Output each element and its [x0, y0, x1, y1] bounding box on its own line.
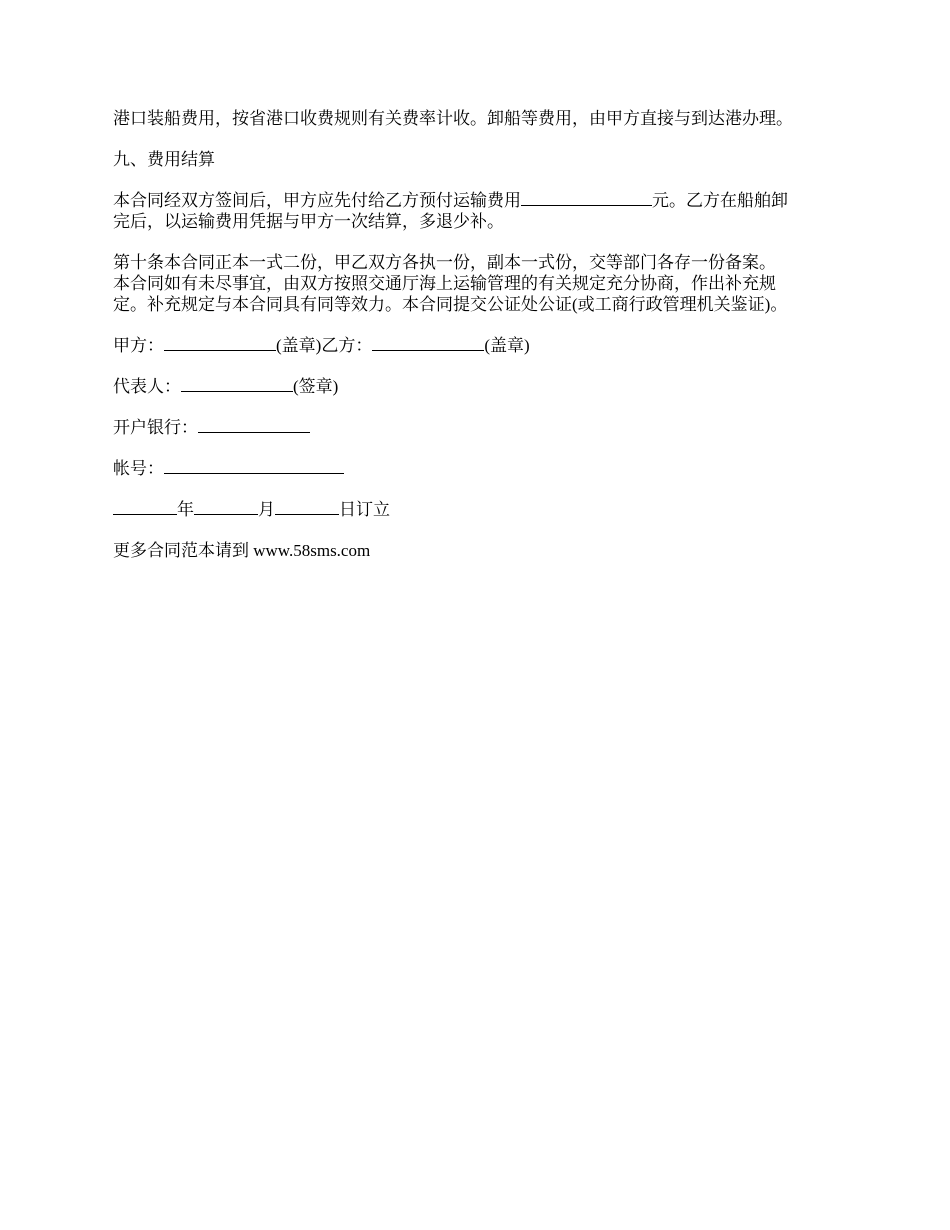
account-label: 帐号： — [113, 459, 164, 478]
party-a-label: 甲方： — [113, 336, 164, 355]
paragraph-article-ten — [113, 252, 853, 315]
text-segment: 本合同经双方签间后，甲方应先付给乙方预付运输费用 — [113, 191, 521, 210]
paragraph-line: 定。补充规定与本合同具有同等效力。本合同提交公证处公证(或工商行政管理机关鉴证)。 — [113, 295, 788, 314]
footer-note — [113, 540, 853, 561]
account-blank — [164, 459, 344, 474]
paragraph-text: 港口装船费用，按省港口收费规则有关费率计收。卸船等费用，由甲方直接与到达港办理。 — [113, 109, 793, 128]
year-label: 年 — [177, 500, 194, 519]
paragraph-line — [113, 190, 853, 211]
signature-date — [113, 499, 853, 520]
heading-text: 九、费用结算 — [113, 150, 215, 169]
bank-blank — [198, 418, 310, 433]
day-blank — [275, 500, 339, 515]
party-a-blank — [164, 336, 276, 351]
section-heading-fee-settlement — [113, 149, 853, 170]
party-b-label: 乙方： — [321, 336, 373, 355]
party-b-seal: (盖章) — [484, 336, 530, 355]
paragraph-prepayment — [113, 190, 853, 232]
representative-label: 代表人： — [113, 377, 181, 396]
paragraph-line: 完后，以运输费用凭据与甲方一次结算，多退少补。 — [113, 212, 504, 231]
paragraph-line: 第十条本合同正本一式二份，甲乙双方各执一份，副本一式份，交等部门各存一份备案。 — [113, 253, 776, 272]
month-blank — [194, 500, 258, 515]
bank-label: 开户银行： — [113, 418, 198, 437]
signature-parties — [113, 335, 853, 356]
month-label: 月 — [258, 500, 275, 519]
day-label: 日订立 — [339, 500, 390, 519]
representative-sign: (签章) — [293, 377, 339, 396]
text-segment: 元。乙方在船舶卸 — [652, 191, 788, 210]
party-a-seal: (盖章) — [276, 336, 322, 355]
paragraph-line: 本合同如有未尽事宜，由双方按照交通厅海上运输管理的有关规定充分协商，作出补充规 — [113, 274, 776, 293]
paragraph-loading-fees — [113, 108, 853, 129]
party-b-blank — [372, 336, 484, 351]
document-page — [113, 108, 853, 581]
footer-text: 更多合同范本请到 www.58sms.com — [113, 541, 371, 560]
signature-account — [113, 458, 853, 479]
signature-representative — [113, 376, 853, 397]
representative-blank — [181, 377, 293, 392]
year-blank — [113, 500, 177, 515]
signature-bank — [113, 417, 853, 438]
amount-blank — [521, 191, 652, 206]
